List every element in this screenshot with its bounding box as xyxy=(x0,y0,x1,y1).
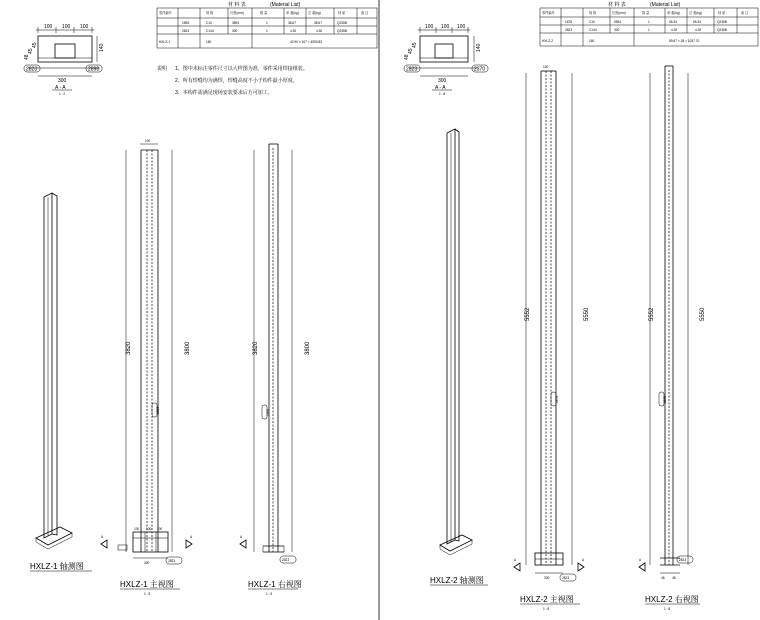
material-header-8: 备 注 xyxy=(361,11,369,15)
material-table-title-en: (Material List) xyxy=(270,2,301,8)
section2-dim-right: 140 xyxy=(476,43,482,52)
sheet-1 xyxy=(24,1,377,596)
side-view-1 xyxy=(240,144,311,596)
material-cell-r2c4: 300 xyxy=(232,29,238,33)
side2-length-inner: 5550 xyxy=(700,307,706,321)
material-cell-r3c1: HXLZ-1 xyxy=(159,40,170,44)
section2-channel xyxy=(435,44,453,58)
material2-title-cn: 材 料 表 xyxy=(608,2,626,8)
section2-tag-right: 2370 xyxy=(474,66,486,73)
front-base-dim-1: 100 xyxy=(134,527,140,531)
section-dim-top-2: 100 xyxy=(62,24,71,30)
side-base-tag: 2823 xyxy=(282,558,290,562)
side2-scale: 1 : 8 xyxy=(664,607,671,611)
front2-base-width: 300 xyxy=(544,576,550,580)
front2-section-mark-left: A xyxy=(514,558,517,562)
side2-length-outer: 5552 xyxy=(649,307,655,321)
material2-header-2: 规 格 xyxy=(589,11,597,15)
section-aa-detail-1 xyxy=(24,24,105,96)
front2-length-outer: 5552 xyxy=(525,307,531,321)
notes-block xyxy=(157,65,308,96)
material-cell-r2c5: 1 xyxy=(266,29,268,33)
material2-cell-r2c7: 4.30 xyxy=(695,28,702,32)
section2-dim-left-1: 48 xyxy=(404,54,410,60)
front2-base-tag: 2823 xyxy=(562,576,570,580)
material-cell-r1c4: 3894 xyxy=(232,21,240,25)
section-scale: 1 : 2 xyxy=(59,92,66,96)
material-table-1 xyxy=(157,1,377,48)
front-view-1 xyxy=(101,139,193,596)
front-top-dim: 100 xyxy=(145,139,151,143)
sheet-2 xyxy=(404,1,758,611)
material2-cell-r1c5: 1 xyxy=(648,20,650,24)
material2-title-en: (Material List) xyxy=(650,2,681,8)
section-dim-left-1: 48 xyxy=(24,54,30,60)
material2-cell-r1c7: 55.34 xyxy=(693,20,701,24)
section2-dim-top-3: 100 xyxy=(457,24,466,30)
front-scale: 1 : 5 xyxy=(144,592,151,596)
material-table-title-cn: 材 料 表 xyxy=(228,2,246,8)
material-header-4: 数 量 xyxy=(260,11,268,15)
side-length-inner: 3800 xyxy=(305,341,311,355)
front-base-width: 300 xyxy=(144,561,150,565)
iso-caption: HXLZ-1 轴测图 xyxy=(30,562,84,571)
side2-base-dim-2: 48 xyxy=(672,576,676,580)
material2-cell-r2c6: 4.30 xyxy=(671,28,678,32)
section-dim-left-3: 45 xyxy=(32,42,38,48)
material2-header-4: 数 量 xyxy=(642,11,650,15)
section-title: A - A xyxy=(55,85,66,91)
front-base-dim-3: 100 xyxy=(157,527,163,531)
material-cell-r1c2: 1896 xyxy=(182,21,190,25)
side-length-outer: 3820 xyxy=(253,341,259,355)
side-view-2 xyxy=(639,66,706,611)
material2-header-1: 零件编号 xyxy=(542,11,555,15)
side2-base-dim-1: 48 xyxy=(661,576,665,580)
note-item-2: 2、所有焊缝均为满焊，焊缝高度不小于构件最小厚度。 xyxy=(175,78,298,84)
notes-label: 说明 xyxy=(157,66,168,72)
material-cell-r2c3: C144 xyxy=(206,29,214,33)
material-cell-r1c7: 38.67 xyxy=(314,21,322,25)
material2-header-6: 总 重(kg) xyxy=(689,11,702,15)
material-cell-r2c2: 2823 xyxy=(182,29,190,33)
front2-length-inner: 5550 xyxy=(584,307,590,321)
front2-scale: 1 : 8 xyxy=(543,607,550,611)
side2-section-mark: A xyxy=(639,558,642,562)
material-header-5: 单 重(kg) xyxy=(286,11,299,15)
front-caption: HXLZ-1 主视图 xyxy=(120,580,174,589)
front-section-mark-left: A xyxy=(101,535,104,539)
front-length-inner: 3800 xyxy=(185,341,191,355)
section2-dim-left-3: 45 xyxy=(412,42,418,48)
section-dim-top-1: 100 xyxy=(44,24,53,30)
section-channel xyxy=(55,44,75,58)
material-cell-r2c8: Q235B xyxy=(337,29,347,33)
side2-base-tag: 2823 xyxy=(679,558,687,562)
material-cell-r2c7: 4.30 xyxy=(316,29,323,33)
material2-header-7: 材 质 xyxy=(718,11,726,15)
section-aa-detail-2 xyxy=(404,24,488,96)
side-scale: 1 : 5 xyxy=(266,592,273,596)
material-header-1: 零件编号 xyxy=(159,11,172,15)
front-base-tag: 2823 xyxy=(168,559,176,563)
front-mid-tag: 1896 xyxy=(156,406,160,414)
section2-dim-left-2: 45 xyxy=(408,48,414,54)
front-section-mark-right: A xyxy=(190,535,193,539)
section-tag-left: 2823 xyxy=(26,66,38,73)
material2-cell-r1c8: Q235B xyxy=(717,20,727,24)
material2-cell-r2c4: 300 xyxy=(614,28,620,32)
section2-tag-left: 2823 xyxy=(406,66,418,73)
material2-cell-r1c2: 1878 xyxy=(565,20,573,24)
section2-scale: 1 : 8 xyxy=(439,92,446,96)
material-header-3: 长度(mm) xyxy=(230,11,244,15)
front-length-outer: 3820 xyxy=(126,341,132,355)
section-dim-bottom: 300 xyxy=(58,78,67,84)
material-cell-r1c8: Q235B xyxy=(337,21,347,25)
material2-total: 59.67 × 18 = 1057.70 xyxy=(669,39,700,43)
material-table-2 xyxy=(540,1,758,46)
side2-mid-tag: 1878 xyxy=(663,395,667,403)
material2-cell-r3c3: 160 xyxy=(589,39,595,43)
material2-cell-r2c5: 1 xyxy=(648,28,650,32)
section-tag-right: 2898 xyxy=(88,66,100,73)
section-dim-right: 140 xyxy=(99,43,105,52)
front2-mid-tag: 1878 xyxy=(555,395,559,403)
side-section-mark: A xyxy=(240,535,243,539)
front2-caption: HXLZ-2 主视图 xyxy=(520,595,574,604)
front2-section-mark-right: A xyxy=(582,558,585,562)
material-total: 42.90 × 107 = 4590.83 xyxy=(290,40,323,44)
iso-view-1 xyxy=(30,193,92,571)
iso2-caption: HXLZ-2 轴测图 xyxy=(430,576,484,585)
material2-header-8: 备 注 xyxy=(741,11,749,15)
section2-dim-top-2: 100 xyxy=(441,24,450,30)
side2-caption: HXLZ-2 右视图 xyxy=(645,595,699,604)
material-header-2: 规 格 xyxy=(206,11,214,15)
front-view-2 xyxy=(514,65,590,611)
material2-cell-r1c4: 5554 xyxy=(614,20,622,24)
section-dim-top-3: 100 xyxy=(80,24,89,30)
material2-header-3: 长度(mm) xyxy=(612,11,626,15)
material-cell-r1c3: C10 xyxy=(206,21,212,25)
material-cell-r3c3: 160 xyxy=(206,40,212,44)
material2-cell-r1c3: C10 xyxy=(589,20,595,24)
material2-header-5: 单 重(kg) xyxy=(667,11,680,15)
iso-view-2 xyxy=(430,129,488,585)
section2-dim-top-1: 100 xyxy=(425,24,434,30)
note-item-1: 1、图中未标注零件尺寸以大样图为准，零件采用焊接组装。 xyxy=(175,66,308,72)
section-dim-left-2: 45 xyxy=(28,48,34,54)
material-cell-r1c6: 38.67 xyxy=(288,21,296,25)
material2-cell-r2c8: Q235B xyxy=(717,28,727,32)
material2-cell-r2c2: 2823 xyxy=(565,28,573,32)
material-cell-r1c5: 1 xyxy=(266,21,268,25)
material-cell-r2c6: 4.30 xyxy=(290,29,297,33)
side-mid-tag: 1896 xyxy=(266,408,270,416)
front2-top-dim: 100 xyxy=(543,65,549,69)
material2-cell-r1c6: 55.34 xyxy=(669,20,677,24)
material-header-6: 总 重(kg) xyxy=(308,11,321,15)
section2-dim-bottom: 300 xyxy=(438,78,447,84)
material2-cell-r2c3: C144 xyxy=(589,28,597,32)
material2-cell-r3c1: HXLZ-2 xyxy=(542,39,553,43)
side-caption: HXLZ-1 右视图 xyxy=(248,580,302,589)
note-item-3: 3、本构件需满足现场安装要求后方可加工。 xyxy=(175,90,273,96)
section2-title: A - A xyxy=(435,85,446,91)
front-base-dim-2: 100 xyxy=(146,527,152,531)
material-header-7: 材 质 xyxy=(338,11,346,15)
